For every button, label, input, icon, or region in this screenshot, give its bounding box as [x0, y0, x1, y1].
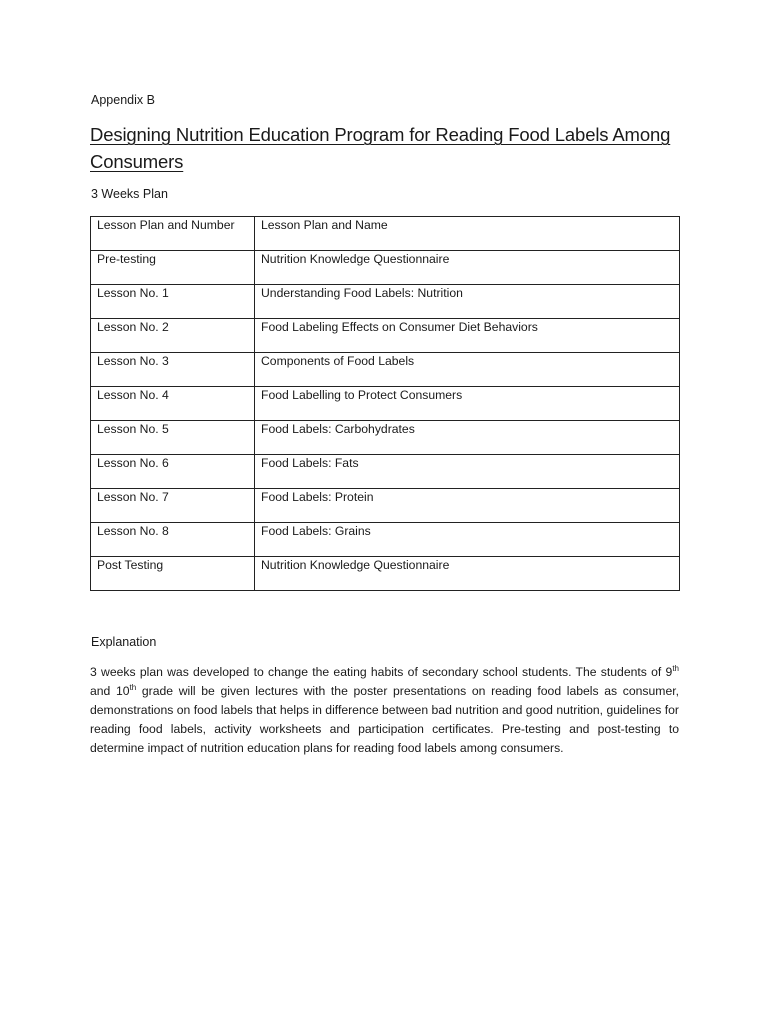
- lesson-name-cell: Food Labeling Effects on Consumer Diet Behaviors: [255, 319, 680, 353]
- lesson-name-cell: Food Labels: Carbohydrates: [255, 421, 680, 455]
- lesson-name-cell: Understanding Food Labels: Nutrition: [255, 285, 680, 319]
- lesson-number-cell: Lesson No. 7: [91, 489, 255, 523]
- lesson-number-cell: Lesson No. 4: [91, 387, 255, 421]
- lesson-number-cell: Lesson No. 6: [91, 455, 255, 489]
- ordinal-suffix: th: [672, 663, 679, 673]
- table-row: [91, 353, 680, 387]
- ordinal-suffix: th: [129, 682, 137, 692]
- lesson-number-cell: Lesson No. 8: [91, 523, 255, 557]
- lesson-plan-table: [90, 216, 680, 591]
- lesson-number-cell: Lesson No. 5: [91, 421, 255, 455]
- explanation-text: and 10: [90, 684, 130, 698]
- lesson-name-cell: Food Labels: Fats: [255, 455, 680, 489]
- lesson-name-cell: Food Labels: Protein: [255, 489, 680, 523]
- table-row: [91, 557, 680, 591]
- lesson-name-cell: Components of Food Labels: [255, 353, 680, 387]
- lesson-name-cell: Nutrition Knowledge Questionnaire: [255, 557, 680, 591]
- table-row: [91, 285, 680, 319]
- explanation-paragraph: [90, 663, 679, 758]
- lesson-number-cell: Post Testing: [91, 557, 255, 591]
- lesson-number-cell: Pre-testing: [91, 251, 255, 285]
- table-row: [91, 251, 680, 285]
- table-row: [91, 489, 680, 523]
- table-row: [91, 421, 680, 455]
- explanation-text: grade will be given lectures with the poster presentations on reading food labels as consumer, demonstrations on food labels that helps in difference between bad nutrition and good nutrition, guidelines for reading food labels, activity worksheets and participation certificates. Pre-testing and post-testing to determine impact of nutrition education plans for reading food labels among consumers.: [90, 684, 679, 755]
- lesson-number-cell: Lesson No. 3: [91, 353, 255, 387]
- table-row: [91, 523, 680, 557]
- table-row: [91, 387, 680, 421]
- document-title: Designing Nutrition Education Program for Reading Food Labels Among Consumers: [90, 124, 671, 172]
- lesson-number-cell: Lesson No. 1: [91, 285, 255, 319]
- plan-subtitle: 3 Weeks Plan: [91, 187, 168, 201]
- lesson-name-cell: Food Labels: Grains: [255, 523, 680, 557]
- explanation-heading: Explanation: [91, 635, 157, 649]
- lesson-number-cell: Lesson No. 2: [91, 319, 255, 353]
- lesson-name-cell: Nutrition Knowledge Questionnaire: [255, 251, 680, 285]
- lesson-name-cell: Food Labelling to Protect Consumers: [255, 387, 680, 421]
- header-cell-number: Lesson Plan and Number: [91, 217, 255, 251]
- table-row: [91, 455, 680, 489]
- table-row: [91, 319, 680, 353]
- table-header-row: [91, 217, 680, 251]
- explanation-text: 3 weeks plan was developed to change the eating habits of secondary school students. The students of 9: [90, 665, 673, 679]
- header-cell-name: Lesson Plan and Name: [255, 217, 680, 251]
- appendix-label: Appendix B: [91, 93, 155, 107]
